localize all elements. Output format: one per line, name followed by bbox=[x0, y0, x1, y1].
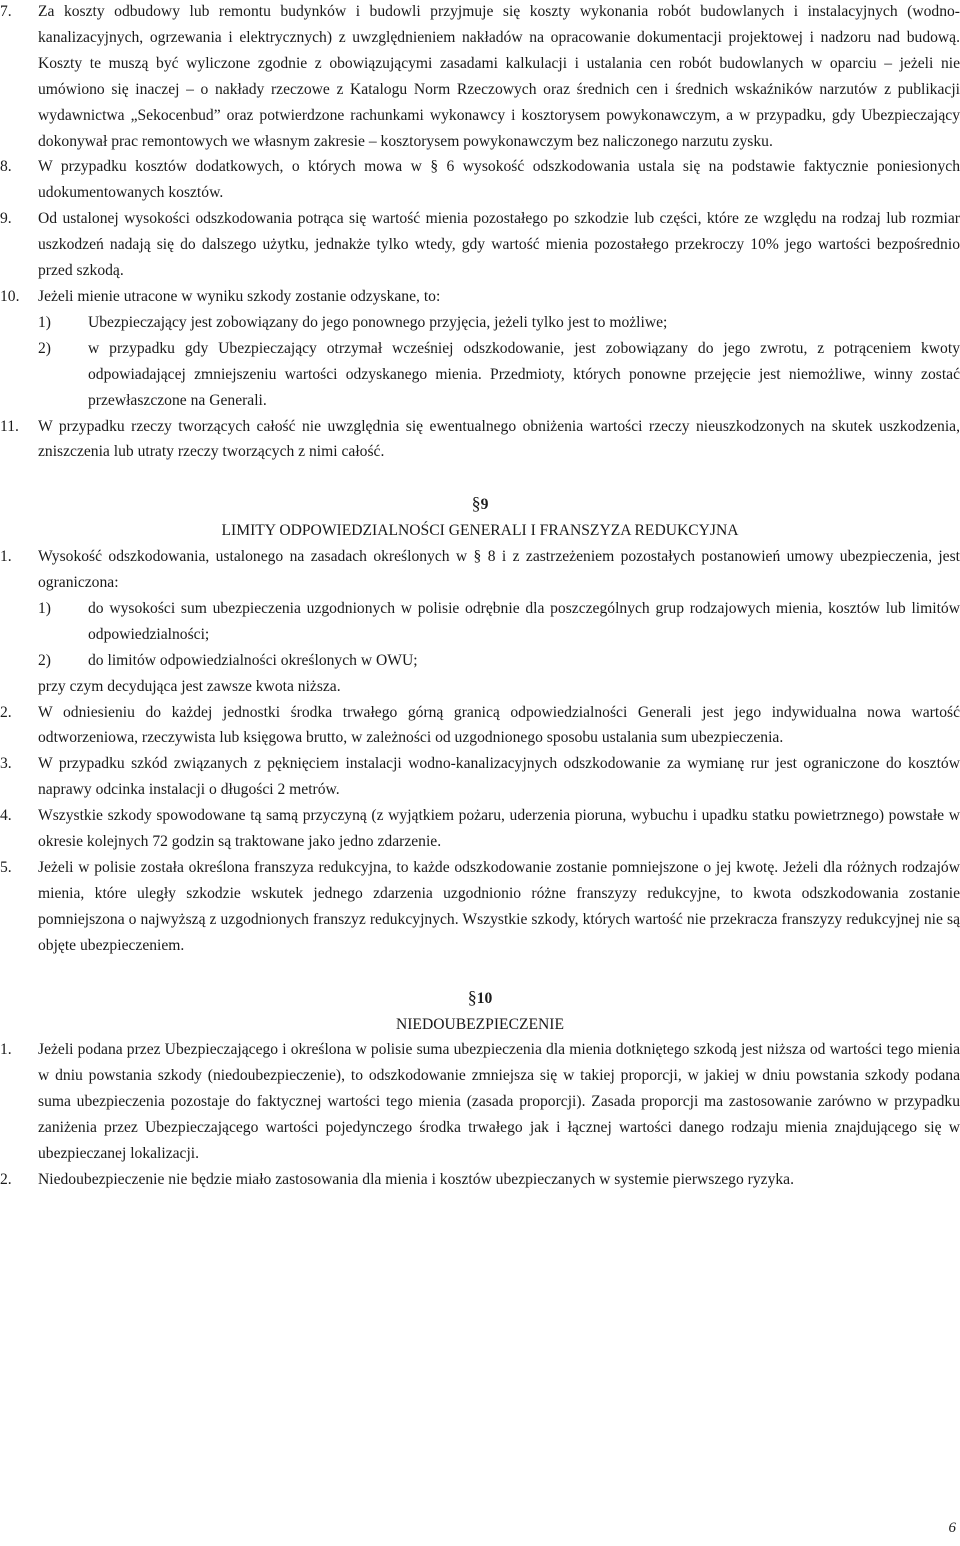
section-title: NIEDOUBEZPIECZENIE bbox=[395, 1015, 565, 1033]
sub-item bbox=[38, 648, 960, 674]
item-number: 10. bbox=[0, 287, 20, 305]
sub-item bbox=[38, 596, 960, 648]
item-number: 3. bbox=[0, 755, 12, 773]
section-number-value: 10 bbox=[476, 989, 493, 1007]
item-text: Jeżeli mienie utracone w wyniku szkody zostanie odzyskane, to: bbox=[38, 287, 441, 305]
item-number: 9. bbox=[0, 210, 12, 228]
item-tail-text: przy czym decydująca jest zawsze kwota niższa. bbox=[38, 677, 341, 695]
sub-item bbox=[38, 336, 960, 414]
paragraph-item-10 bbox=[0, 284, 960, 414]
paragraph-item-5 bbox=[0, 855, 960, 959]
item-text: Za koszty odbudowy lub remontu budynków i budowli przyjmuje się koszty wykonania robót budowlanych i instalacyjnych (wodno-kanalizacyjnych, ogrzewania i elektrycznych) z uwzględnieniem nakładów na opracowanie dokumentacji projektowej i nadzoru nad budową. Koszty te muszą być wyliczone zgodnie z obowiązującymi zasadami kalkulacji i ustalania cen robót budowlanych w oparciu – jeżeli nie umówiono się inaczej – o nakłady rzeczowe z Katalogu Norm Rzeczowych oraz średnich cen i średnich wskaźników narzutów z publikacji wydawnictwa „Sekocenbud” oraz potwierdzone rachunkami wykonawcy i kosztorysem powykonawczym, a w przypadku, gdy Ubezpieczający dokonywał prac remontowych we własnym zakresie – kosztorysem powykonawczym bez naliczonego narzutu zysku. bbox=[38, 3, 960, 150]
item-number: 1. bbox=[0, 548, 12, 566]
paragraph-sign: § bbox=[467, 986, 477, 1007]
sub-item-text: do limitów odpowiedzialności określonych w OWU; bbox=[88, 651, 418, 669]
paragraph-item-11 bbox=[0, 414, 960, 466]
sub-item bbox=[38, 310, 960, 336]
item-number: 2. bbox=[0, 1170, 12, 1188]
sub-item-number: 2) bbox=[38, 339, 51, 357]
paragraph-item-4 bbox=[0, 803, 960, 855]
item-text: W przypadku szkód związanych z pęknięciem instalacji wodno-kanalizacyjnych odszkodowanie za wymianę rur jest ograniczone do kosztów naprawy odcinka instalacji o długości 2 metrów. bbox=[38, 755, 960, 799]
section-title: LIMITY ODPOWIEDZIALNOŚCI GENERALI I FRANSZYZA REDUKCYJNA bbox=[221, 522, 739, 540]
item-text: Wszystkie szkody spowodowane tą samą przyczyną (z wyjątkiem pożaru, uderzenia pioruna, wybuchu i upadku statku powietrznego) powstałe w okresie kolejnych 72 godzin są traktowane jako jedno zdarzenie. bbox=[38, 807, 960, 851]
paragraph-item-8 bbox=[0, 154, 960, 206]
section-heading-10 bbox=[0, 985, 960, 1038]
item-text: W przypadku rzeczy tworzących całość nie uwzględnia się ewentualnego obniżenia wartości rzeczy nieuszkodzonych na skutek uszkodzenia, zniszczenia lub utraty rzeczy tworzących z nimi całość. bbox=[38, 417, 960, 461]
section-number bbox=[0, 491, 960, 518]
item-text: W przypadku kosztów dodatkowych, o których mowa w § 6 wysokość odszkodowania ustala się na podstawie faktycznie poniesionych udokumentowanych kosztów. bbox=[38, 158, 960, 202]
section-number bbox=[0, 985, 960, 1012]
item-number: 4. bbox=[0, 807, 12, 825]
paragraph-item-7 bbox=[0, 0, 960, 154]
paragraph-item-2 bbox=[0, 1167, 960, 1193]
paragraph-sign: § bbox=[471, 493, 481, 514]
item-number: 1. bbox=[0, 1041, 12, 1059]
page-number: 6 bbox=[948, 1520, 956, 1536]
item-text: Jeżeli podana przez Ubezpieczającego i określona w polisie suma ubezpieczenia dla mienia dotkniętego szkodą jest niższa od wartości tego mienia w dniu powstania szkody (niedoubezpieczenie), to odszkodowanie zmniejsza się w takiej proporcji, w jakiej w dniu powstania szkody podana suma ubezpieczenia pozostaje do faktycznej wartości tego mienia (zasada proporcji). Zasada proporcji ma zastosowanie zarówno w przypadku zaniżenia przez Ubezpieczającego wartości pojedynczego środka trwałego jak i łącznej wartości danego rodzaju mienia znajdującego się w ubezpieczanej lokalizacji. bbox=[38, 1041, 960, 1163]
item-text: W odniesieniu do każdej jednostki środka trwałego górną granicą odpowiedzialności Generali jest jego indywidualna nowa wartość odtworzeniowa, rzeczywista lub księgowa brutto, w zależności od uzgodnionego sposobu ustalania sum ubezpieczenia. bbox=[38, 703, 960, 747]
item-text: Jeżeli w polisie została określona franszyza redukcyjna, to każde odszkodowanie zostanie pomniejszone o jej kwotę. Jeżeli dla różnych rodzajów mienia, które uległy szkodzie wskutek jednego zdarzenia uzgodnionio różne franszyzy redukcyjne, to kwota odszkodowania zostanie pomniejszona o najwyższą z uzgodnionych franszyz redukcyjnych. Wszystkie szkody, których wartość nie przekracza franszyzy redukcyjnej nie są objęte ubezpieczeniem. bbox=[38, 859, 960, 954]
item-number: 5. bbox=[0, 859, 12, 876]
item-number: 8. bbox=[0, 158, 12, 176]
section-number-value: 9 bbox=[480, 496, 489, 514]
item-number: 7. bbox=[0, 3, 12, 20]
sub-item-text: do wysokości sum ubezpieczenia uzgodnionych w polisie odrębnie dla poszczególnych grup rodzajowych mienia, kosztów lub limitów odpowiedzialności; bbox=[88, 599, 960, 643]
sub-item-number: 2) bbox=[38, 651, 51, 669]
sub-item-number: 1) bbox=[38, 599, 51, 617]
item-text: Wysokość odszkodowania, ustalonego na zasadach określonych w § 8 i z zastrzeżeniem pozostałych postanowień umowy ubezpieczenia, jest ograniczona: bbox=[38, 548, 960, 592]
paragraph-item-1 bbox=[0, 544, 960, 699]
paragraph-item-9 bbox=[0, 206, 960, 284]
item-number: 11. bbox=[0, 417, 19, 435]
item-number: 2. bbox=[0, 703, 12, 721]
item-text: Niedoubezpieczenie nie będzie miało zastosowania dla mienia i kosztów ubezpieczanych w systemie pierwszego ryzyka. bbox=[38, 1170, 794, 1188]
paragraph-item-1 bbox=[0, 1037, 960, 1167]
item-text: Od ustalonej wysokości odszkodowania potrąca się wartość mienia pozostałego po szkodzie lub części, które ze względu na rodzaj lub rozmiar uszkodzeń nadają się do dalszego użytku, jednakże tylko wtedy, gdy wartość mienia pozostałego przekroczy 10% jego wartości bezpośrednio przed szkodą. bbox=[38, 210, 960, 280]
section-heading-9 bbox=[0, 491, 960, 544]
sub-item-text: w przypadku gdy Ubezpieczający otrzymał wcześniej odszkodowanie, jest zobowiązany do jego zwrotu, z potrąceniem kwoty odpowiadającej zmniejszeniu wartości odzyskanego mienia. Przedmioty, których ponowne przejęcie jest niemożliwe, winny zostać przewłaszczone na Generali. bbox=[88, 339, 960, 409]
paragraph-item-2 bbox=[0, 700, 960, 752]
sub-item-number: 1) bbox=[38, 313, 51, 331]
paragraph-item-3 bbox=[0, 751, 960, 803]
sub-item-text: Ubezpieczający jest zobowiązany do jego ponownego przyjęcia, jeżeli tylko jest to możliwe; bbox=[88, 313, 668, 331]
